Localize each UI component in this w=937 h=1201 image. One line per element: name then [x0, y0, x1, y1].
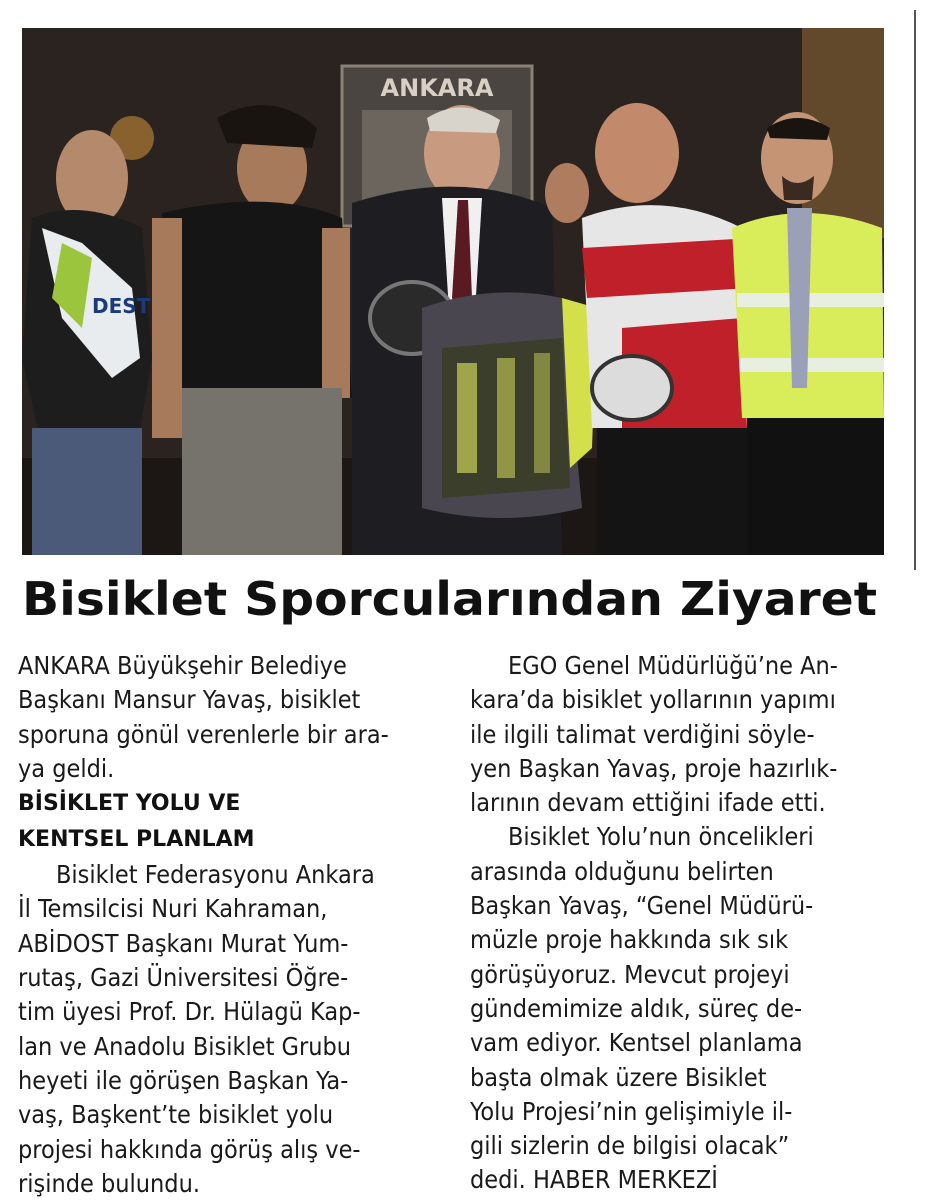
body-line: müzle proje hakkında sık sık	[470, 925, 789, 955]
person-5	[545, 163, 589, 223]
body-line: Bisiklet Federasyonu Ankara	[56, 860, 375, 890]
right-column	[470, 649, 895, 1198]
body-line: projesi hakkında görüş alış ve-	[18, 1134, 361, 1164]
body-line: arasında olduğunu belirten	[470, 856, 774, 886]
jersey-text: DEST	[92, 294, 151, 318]
body-line: lan ve Anadolu Bisiklet Grubu	[18, 1031, 352, 1061]
body-line: dedi. HABER MERKEZİ	[470, 1165, 718, 1195]
backpack	[422, 292, 597, 518]
body-line: rutaş, Gazi Üniversitesi Öğre-	[18, 963, 349, 993]
lead-line: Başkanı Mansur Yavaş, bisiklet	[18, 685, 361, 715]
body-line: kara’da bisiklet yollarının yapımı	[470, 685, 836, 715]
lead-line: ANKARA Büyükşehir Belediye	[18, 651, 347, 680]
body-line: İl Temsilcisi Nuri Kahraman,	[18, 894, 328, 924]
sign-text: ANKARA	[380, 74, 494, 102]
body-line: heyeti ile görüşen Başkan Ya-	[18, 1065, 349, 1095]
lead-line: sporuna gönül verenlerle bir ara-	[18, 719, 389, 749]
body-line: başta olmak üzere Bisiklet	[470, 1062, 767, 1092]
column-rule	[914, 10, 916, 570]
body-line: rişinde bulundu.	[18, 1168, 200, 1198]
body-line: ABİDOST Başkanı Murat Yum-	[18, 928, 349, 958]
headline: Bisiklet Sporcularından Ziyaret	[22, 572, 878, 626]
body-line: ile ilgili talimat verdiğini söyle-	[470, 719, 815, 749]
body-line: vaş, Başkent’te bisiklet yolu	[18, 1100, 334, 1130]
body-line: larının devam ettiğini ifade etti.	[470, 788, 826, 818]
photo-illustration	[22, 28, 884, 555]
body-line: gili sizlerin de bilgisi olacak”	[470, 1131, 790, 1161]
body-line: Yolu Projesi’nin gelişimiyle il-	[470, 1096, 793, 1126]
left-column	[18, 649, 438, 1201]
subheading: BİSİKLET YOLU VE	[18, 791, 241, 817]
body-line: Bisiklet Yolu’nun öncelikleri	[508, 822, 814, 852]
body-line: EGO Genel Müdürlüğü’ne An-	[508, 651, 838, 680]
body-line: Başkan Yavaş, “Genel Müdürü-	[470, 891, 814, 921]
body-line: tim üyesi Prof. Dr. Hülagü Kap-	[18, 997, 361, 1027]
body-line: gündemimize aldık, süreç de-	[470, 993, 803, 1023]
news-photo	[22, 28, 884, 555]
lead-line: ya geldi.	[18, 753, 115, 783]
body-line: görüşüyoruz. Mevcut projeyi	[470, 959, 790, 989]
subheading: KENTSEL PLANLAM	[18, 827, 255, 853]
body-line: vam ediyor. Kentsel planlama	[470, 1028, 803, 1058]
body-line: yen Başkan Yavaş, proje hazırlık-	[470, 753, 838, 783]
